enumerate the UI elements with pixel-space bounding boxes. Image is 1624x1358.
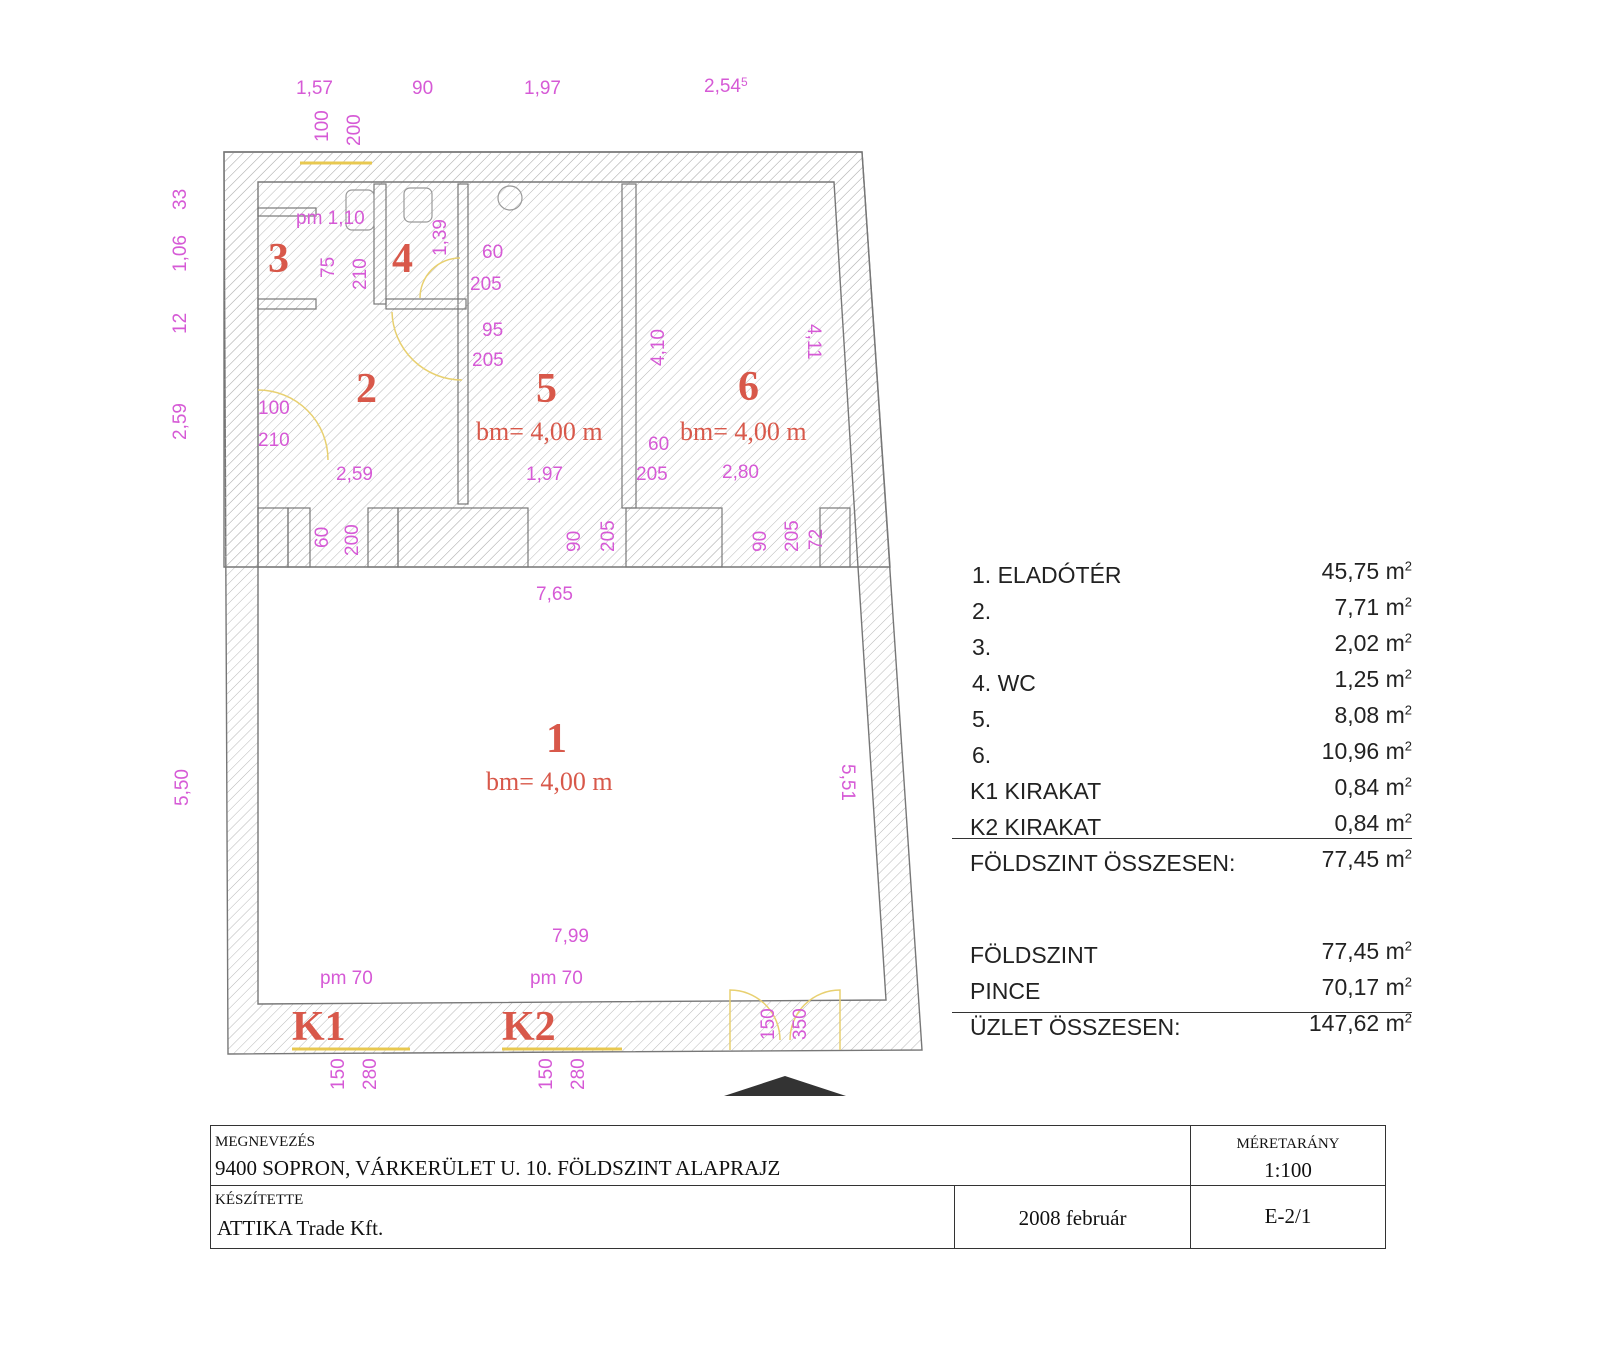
dim-r6-height: 4,11: [803, 324, 824, 360]
room-4-label: 4: [392, 236, 413, 282]
dim-left-3: 12: [170, 312, 191, 334]
dim-r2-door-w: 95: [482, 320, 504, 341]
scale-label: MÉRETARÁNY: [1236, 1136, 1340, 1152]
room-6-ceiling-height: bm= 4,00 m: [680, 417, 807, 446]
area-row-4: 4. WC 1,25 $m^2$: [972, 666, 1412, 696]
room-6-label: 6: [738, 364, 759, 410]
dim-pm-room3: pm 1,10: [296, 208, 365, 229]
showcase-k1-label: K1: [292, 1004, 346, 1050]
exterior-wall: [224, 152, 922, 1054]
title-sheet-cell: [1191, 1186, 1385, 1248]
dim-r4-door-h: 205: [470, 274, 502, 295]
dim-r2-width: 2,59: [336, 464, 373, 485]
dim-d3-x: 72: [806, 528, 827, 550]
dim-r5-width: 1,97: [526, 464, 563, 485]
author-label: KÉSZÍTETTE: [215, 1192, 304, 1208]
dim-d2-h: 205: [598, 520, 619, 552]
dim-top-window-w: 100: [312, 110, 333, 142]
dim-k2-h: 280: [568, 1058, 589, 1090]
name-label: MEGNEVEZÉS: [215, 1134, 315, 1150]
dim-top-window-h: 200: [344, 114, 365, 146]
area-row-6: 6. 10,96 $m^2$: [972, 738, 1412, 768]
dim-r3-door-w: 75: [318, 256, 339, 278]
area-row-3: 3. 2,02 $m^2$: [972, 630, 1412, 660]
room-2-label: 2: [356, 366, 377, 412]
dim-top-3: 1,97: [524, 78, 561, 99]
dim-r2-leftdoor-w: 100: [258, 398, 290, 419]
dim-k2-w: 150: [536, 1058, 557, 1090]
dim-r1-right-height: 5,51: [837, 764, 858, 801]
dim-r4: 1,39: [430, 219, 451, 256]
north-arrow-icon: [724, 1076, 846, 1096]
showcase-k2-label: K2: [502, 1004, 556, 1050]
room-3-label: 3: [268, 236, 289, 282]
dim-d2-w: 90: [564, 530, 585, 552]
grand-total-row: ÜZLET ÖSSZESEN: 147,62 $m^2$: [970, 1010, 1412, 1040]
summary-row-ground: FÖLDSZINT 77,45 $m^2$: [970, 938, 1412, 968]
dim-k1-pm: pm 70: [320, 968, 373, 989]
dim-k1-h: 280: [360, 1058, 381, 1090]
area-row-k2: K2 KIRAKAT 0,84 $m^2$: [970, 810, 1412, 840]
dim-r56-door-w: 60: [648, 434, 670, 455]
area-row-1: 1. ELADÓTÉR 45,75 $m^2$: [972, 558, 1412, 588]
dim-top-4: 2,54$^5$: [704, 75, 748, 97]
drawing-date: 2008 február: [1018, 1206, 1127, 1230]
room-5-ceiling-height: bm= 4,00 m: [476, 417, 603, 446]
dim-entry-w: 150: [758, 1008, 779, 1040]
area-table: [950, 558, 1412, 1046]
dim-r4-door-w: 60: [482, 242, 504, 263]
dim-d1-h: 200: [342, 524, 363, 556]
dim-r1-top-width: 7,65: [536, 584, 573, 605]
room-5-label: 5: [536, 366, 557, 412]
area-total-row: FÖLDSZINT ÖSSZESEN: 77,45 $m^2$: [970, 846, 1412, 876]
dim-r5-height: 4,10: [648, 329, 669, 366]
title-author-cell: [211, 1186, 955, 1248]
title-scale-cell: [1191, 1126, 1385, 1186]
title-name-cell: [211, 1126, 1191, 1186]
area-row-k1: K1 KIRAKAT 0,84 $m^2$: [970, 774, 1412, 804]
summary-row-basement: PINCE 70,17 $m^2$: [970, 974, 1412, 1004]
sheet-number: E-2/1: [1264, 1204, 1312, 1228]
area-row-2: 2. 7,71 $m^2$: [972, 594, 1412, 624]
title-date-cell: [955, 1186, 1191, 1248]
dim-entry-h: 350: [790, 1008, 811, 1040]
dim-left-5: 5,50: [172, 769, 193, 806]
dim-left-2: 1,06: [170, 235, 191, 272]
dim-r1-bottom-width: 7,99: [552, 926, 589, 947]
dim-d1-w: 60: [312, 526, 333, 548]
dim-r3-door-h: 210: [350, 258, 371, 290]
room-1-label: 1: [546, 716, 567, 762]
author-name: ATTIKA Trade Kft.: [217, 1216, 384, 1240]
room-1-ceiling-height: bm= 4,00 m: [486, 767, 613, 796]
dim-k2-pm: pm 70: [530, 968, 583, 989]
scale-value: 1:100: [1264, 1158, 1312, 1182]
dim-top-2: 90: [412, 78, 434, 99]
area-separator: [952, 838, 1412, 839]
dim-r6-width: 2,80: [722, 462, 759, 483]
title-block: [210, 1125, 1386, 1249]
area-row-5: 5. 8,08 $m^2$: [972, 702, 1412, 732]
dim-left-4: 2,59: [170, 403, 191, 440]
dim-k1-w: 150: [328, 1058, 349, 1090]
dim-d3-h: 205: [782, 520, 803, 552]
dim-top-1: 1,57: [296, 78, 333, 99]
project-name: 9400 SOPRON, VÁRKERÜLET U. 10. FÖLDSZINT ALAPRAJZ: [215, 1156, 781, 1180]
dim-r2-leftdoor-h: 210: [258, 430, 290, 451]
dim-d3-w: 90: [750, 530, 771, 552]
dim-r56-door-h: 205: [636, 464, 668, 485]
dim-left-1: 33: [170, 188, 191, 210]
dim-r2-door-h: 205: [472, 350, 504, 371]
